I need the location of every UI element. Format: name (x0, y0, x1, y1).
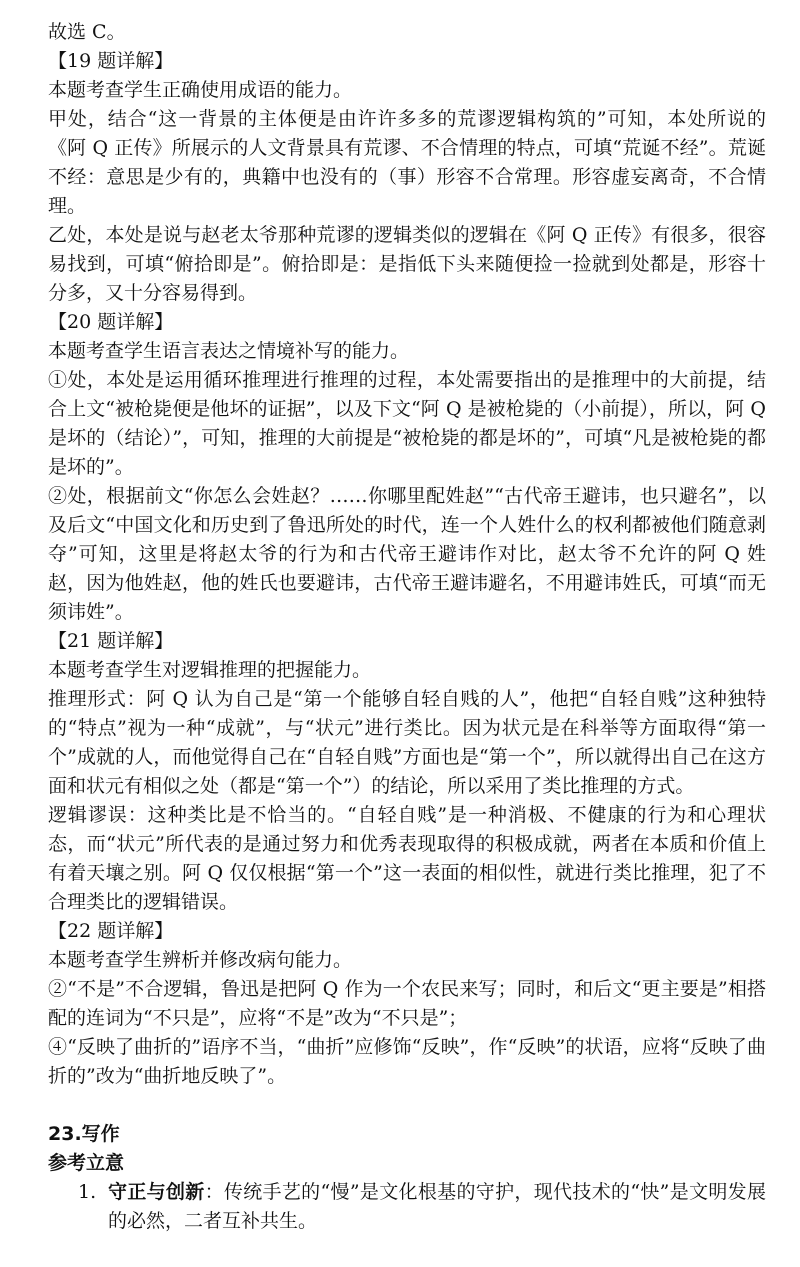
writing-item-text: ：传统手艺的“慢”是文化根基的守护，现代技术的“快”是文明发展的必然，二者互补共生。 (108, 1181, 766, 1232)
writing-item-label: 守正与创新 (108, 1181, 205, 1203)
paragraph-q20-intro: 本题考查学生语言表达之情境补写的能力。 (48, 340, 410, 362)
writing-section-title: 23.写作 (48, 1123, 120, 1145)
paragraph-q22-intro: 本题考查学生辨析并修改病句能力。 (48, 949, 353, 971)
section-spacer (48, 1091, 766, 1120)
writing-item-body (108, 1178, 766, 1236)
paragraph-q21-intro: 本题考查学生对逻辑推理的把握能力。 (48, 659, 372, 681)
paragraph-q19-yi: 乙处，本处是说与赵老太爷那种荒谬的逻辑类似的逻辑在《阿 Q 正传》有很多，很容易找到，可填“俯拾即是”。俯拾即是：是指低下头来随便捡一捡就到处都是，形容十分多，又十分容易得到。 (48, 224, 766, 304)
paragraph-q19-jia: 甲处，结合“这一背景的主体便是由许许多多的荒谬逻辑构筑的”可知，本处所说的《阿 Q 正传》所展示的人文背景具有荒谬、不合情理的特点，可填“荒诞不经”。荒诞不经：意思是少有的，典籍中也没有的（事）形容不合常理。形容虚妄离奇，不合情理。 (48, 108, 766, 217)
paragraph-q21-fallacy: 逻辑谬误：这种类比是不恰当的。“自轻自贱”是一种消极、不健康的行为和心理状态，而“状元”所代表的是通过努力和优秀表现取得的积极成就，两者在本质和价值上有着天壤之别。阿 Q 仅仅根据“第一个”这一表面的相似性，就进行类比推理，犯了不合理类比的逻辑错误。 (48, 804, 766, 913)
paragraph-q20-1: ①处，本处是运用循环推理进行推理的过程，本处需要指出的是推理中的大前提，结合上文“被枪毙便是他坏的证据”，以及下文“阿 Q 是被枪毙的（小前提），所以，阿 Q 是坏的（结论）”，可知，推理的大前提是“被枪毙的都是坏的”，可填“凡是被枪毙的都是坏的”。 (48, 369, 766, 478)
heading-q20: 【20 题详解】 (48, 311, 174, 333)
paragraph-q20-2: ②处，根据前文“你怎么会姓赵？……你哪里配姓赵”“古代帝王避讳，也只避名”，以及后文“中国文化和历史到了鲁迅所处的时代，连一个人姓什么的权利都被他们随意剥夺”可知，这里是将赵太爷的行为和古代帝王避讳作对比，赵太爷不允许的阿 Q 姓赵，因为他姓赵，他的姓氏也要避讳，古代帝王避讳避名，不用避讳姓氏，可填“而无须讳姓”。 (48, 485, 766, 623)
heading-q22: 【22 题详解】 (48, 920, 174, 942)
paragraph-answer-c: 故选 C。 (48, 21, 126, 43)
writing-reference-item (48, 1178, 766, 1236)
heading-q19: 【19 题详解】 (48, 50, 174, 72)
writing-item-number: 1. (78, 1181, 97, 1203)
paragraph-q22-2: ②“不是”不合逻辑，鲁迅是把阿 Q 作为一个农民来写；同时，和后文“更主要是”相搭配的连词为“不只是”，应将“不是”改为“不只是”； (48, 978, 766, 1029)
heading-q21: 【21 题详解】 (48, 630, 174, 652)
paragraph-q21-form: 推理形式：阿 Q 认为自己是“第一个能够自轻自贱的人”，他把“自轻自贱”这种独特的“特点”视为一种“成就”，与“状元”进行类比。因为状元是在科举等方面取得“第一个”成就的人，而他觉得自己在“自轻自贱”方面也是“第一个”，所以就得出自己在这方面和状元有相似之处（都是“第一个”）的结论，所以采用了类比推理的方式。 (48, 688, 766, 797)
paragraph-q22-4: ④“反映了曲折的”语序不当，“曲折”应修饰“反映”，作“反映”的状语，应将“反映了曲折的”改为“曲折地反映了”。 (48, 1036, 766, 1087)
paragraph-q19-intro: 本题考查学生正确使用成语的能力。 (48, 79, 353, 101)
writing-subtitle: 参考立意 (48, 1152, 125, 1174)
